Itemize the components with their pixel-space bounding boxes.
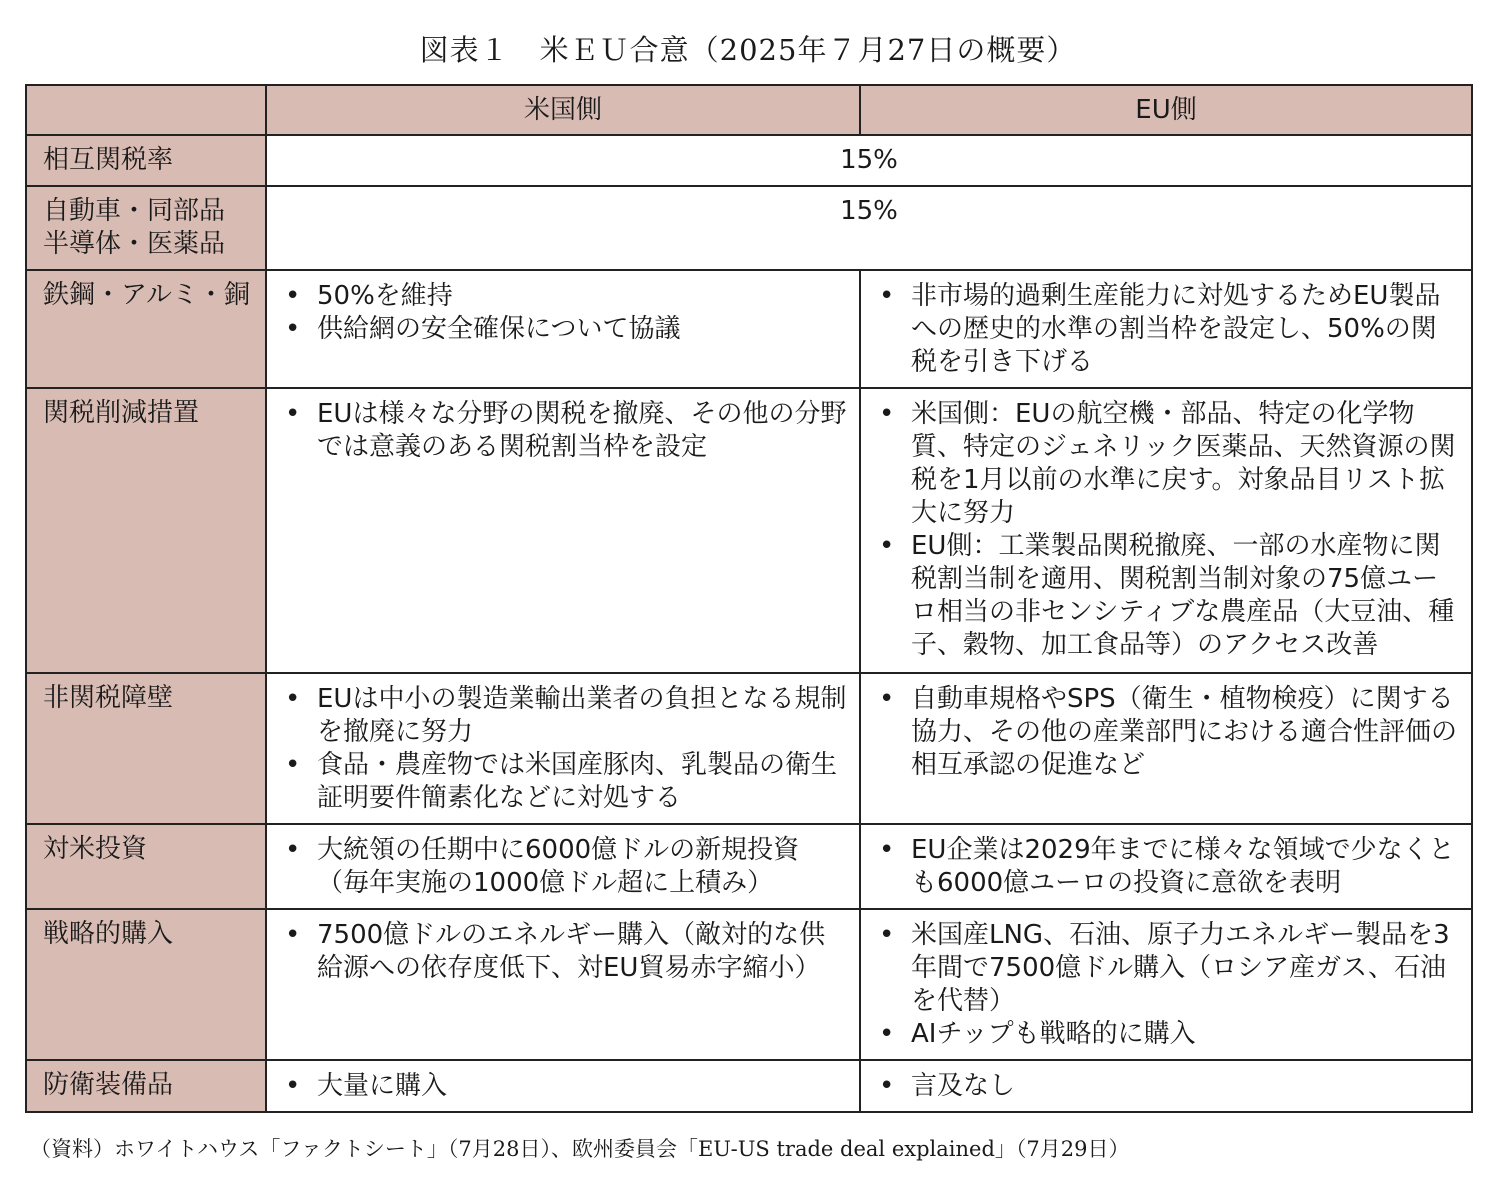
bullet-item: • 自動車規格やSPS（衛生・植物検疫）に関する協力、その他の産業部門における適合性評価の相互承認の促進など (877, 683, 1459, 782)
bullet-item: • 米国産LNG、石油、原子力エネルギー製品を3年間で7500億ドル購入（ロシア産ガス、石油を代替） (877, 919, 1459, 1018)
header-row (26, 85, 1472, 135)
row-label-defense: 防衛装備品 (26, 1060, 266, 1112)
bullet-item: • 米国側：EUの航空機・部品、特定の化学物質、特定のジェネリック医薬品、天然資源の関税を1月以前の水準に戻す。対象品目リスト拡大に努力 (877, 398, 1459, 530)
header-eu-side: EU側 (860, 85, 1472, 135)
bullet-item: • EUは様々な分野の関税を撤廃、その他の分野では意義のある関税割当枠を設定 (283, 398, 847, 464)
row-label-investment: 対米投資 (26, 824, 266, 909)
row-defense (26, 1060, 1472, 1112)
source-note: （資料）ホワイトハウス「ファクトシート」（7月28日）、欧州委員会「EU-US trade deal explained」（7月29日） (30, 1137, 1130, 1161)
row-investment (26, 824, 1472, 909)
bullet-item: • 50%を維持 (283, 280, 847, 313)
bullet-item: • 供給網の安全確保について協議 (283, 313, 847, 346)
non-tariff-us-cell (266, 673, 860, 824)
row-label-tariff-reduction: 関税削減措置 (26, 388, 266, 673)
bullet-item: • EU企業は2029年までに様々な領域で少なくとも6000億ユーロの投資に意欲を表明 (877, 834, 1459, 900)
header-us-side: 米国側 (266, 85, 860, 135)
steel-us-cell (266, 270, 860, 388)
defense-eu-cell (860, 1060, 1472, 1112)
strategic-us-cell (266, 909, 860, 1060)
steel-eu-cell (860, 270, 1472, 388)
bullet-item: • 言及なし (877, 1070, 1459, 1103)
defense-us-cell (266, 1060, 860, 1112)
bullet-item: • 非市場的過剰生産能力に対処するためEU製品への歴史的水準の割当枠を設定し、50%の関税を引き下げる (877, 280, 1459, 379)
row-label-autos-line1: 自動車・同部品 (43, 196, 226, 226)
figure-title: 図表１ 米ＥＵ合意（2025年７月27日の概要） (419, 33, 1077, 67)
row-label-steel: 鉄鋼・アルミ・銅 (26, 270, 266, 388)
bullet-item: • AIチップも戦略的に購入 (877, 1018, 1459, 1051)
tariff-reduction-eu-cell (860, 388, 1472, 673)
strategic-eu-cell (860, 909, 1472, 1060)
row-label-strategic-purchase: 戦略的購入 (26, 909, 266, 1060)
tariff-reduction-us-cell (266, 388, 860, 673)
reciprocal-tariff-value: 15% (266, 135, 1472, 186)
row-reciprocal-tariff (26, 135, 1472, 186)
row-tariff-reduction (26, 388, 1472, 673)
non-tariff-eu-cell (860, 673, 1472, 824)
autos-tariff-value: 15% (266, 186, 1472, 270)
row-strategic-purchase (26, 909, 1472, 1060)
header-blank (26, 85, 266, 135)
bullet-item: • 7500億ドルのエネルギー購入（敵対的な供給源への依存度低下、対EU貿易赤字縮小） (283, 919, 847, 985)
agreement-table (25, 84, 1473, 1113)
row-steel (26, 270, 1472, 388)
row-label-reciprocal-tariff: 相互関税率 (26, 135, 266, 186)
row-non-tariff-barriers (26, 673, 1472, 824)
row-label-non-tariff-barriers: 非関税障壁 (26, 673, 266, 824)
bullet-item: • 大統領の任期中に6000億ドルの新規投資（毎年実施の1000億ドル超に上積み） (283, 834, 847, 900)
bullet-item: • 大量に購入 (283, 1070, 847, 1103)
investment-eu-cell (860, 824, 1472, 909)
investment-us-cell (266, 824, 860, 909)
bullet-item: • EUは中小の製造業輸出業者の負担となる規制を撤廃に努力 (283, 683, 847, 749)
row-autos (26, 186, 1472, 270)
row-label-autos (26, 186, 266, 270)
bullet-item: • 食品・農産物では米国産豚肉、乳製品の衛生証明要件簡素化などに対処する (283, 749, 847, 815)
row-label-autos-line2: 半導体・医薬品 (43, 229, 226, 259)
bullet-item: • EU側：工業製品関税撤廃、一部の水産物に関税割当制を適用、関税割当制対象の75億ユーロ相当の非センシティブな農産品（大豆油、種子、穀物、加工食品等）のアクセス改善 (877, 530, 1459, 662)
